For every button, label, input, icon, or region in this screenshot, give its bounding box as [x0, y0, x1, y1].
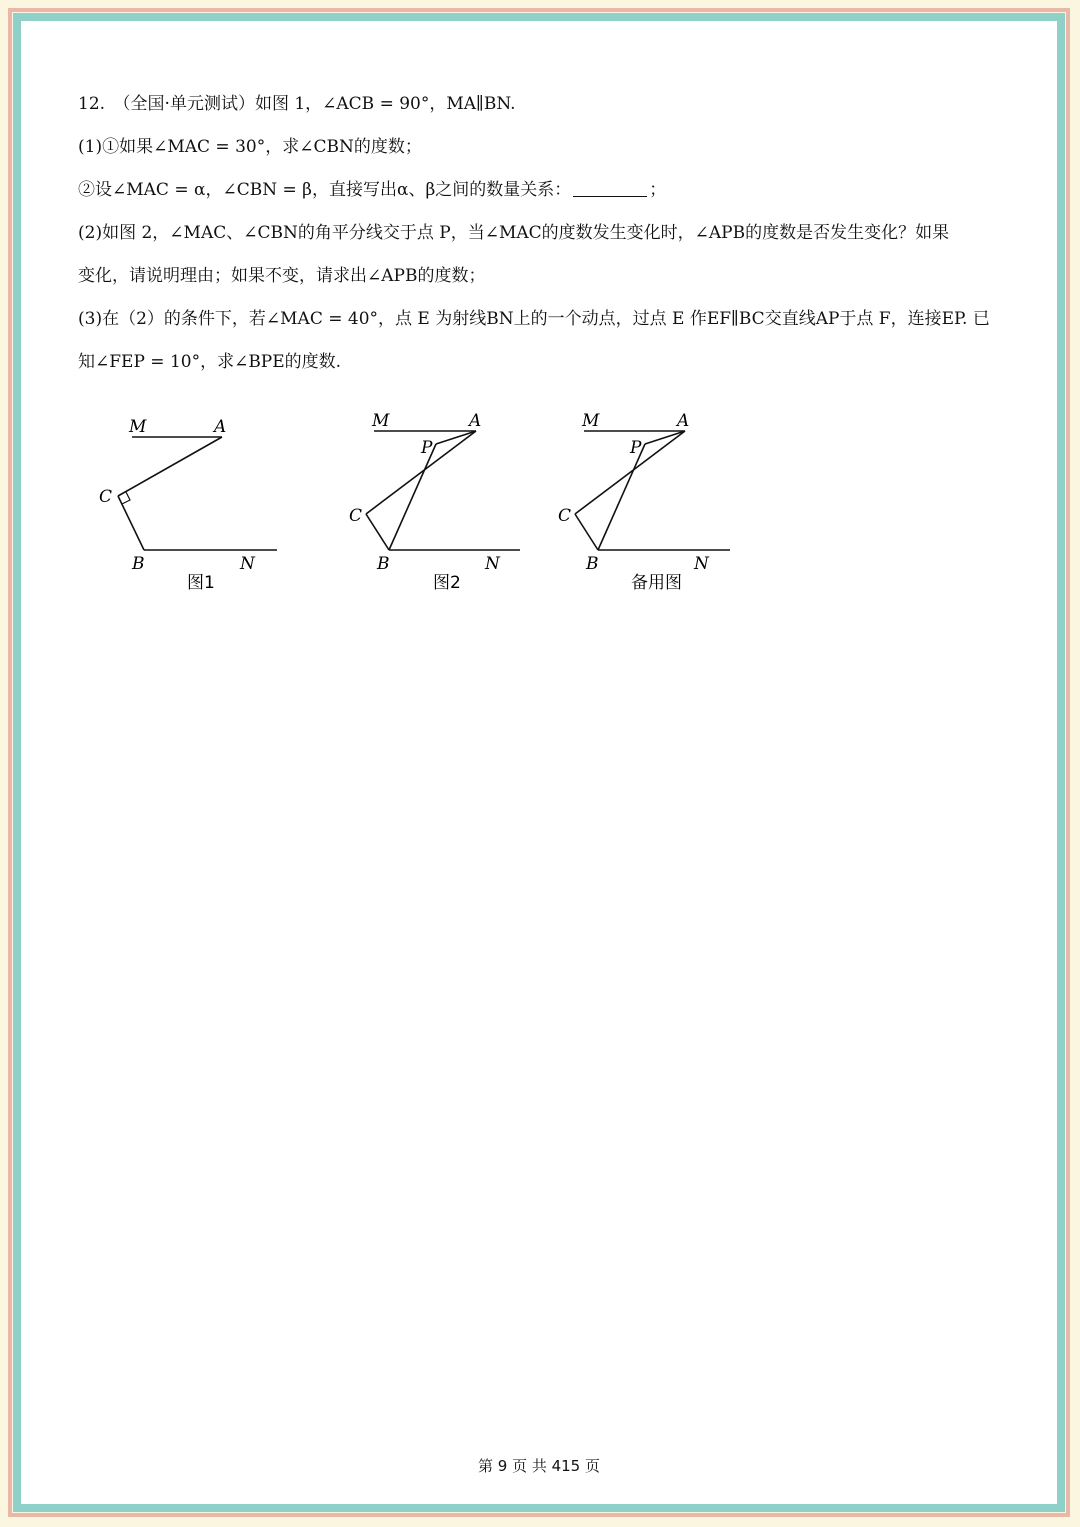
page-footer: 第 9 页 共 415 页 — [477, 1457, 600, 1475]
fig1-label-n: N — [240, 554, 255, 574]
fig2-line-ap — [436, 431, 476, 444]
geometry-figures — [74, 389, 754, 593]
part-2-line-1: (2)如图 2，∠MAC、∠CBN的角平分线交于点 P，当∠MAC的度数发生变化时，∠APB的度数是否发生变化？如果 — [78, 223, 950, 243]
fig2-label-c: C — [349, 506, 363, 526]
question-stem: 12. （全国·单元测试）如图 1，∠ACB = 90°，MA∥BN. — [78, 94, 516, 114]
fig3-label-p: P — [630, 438, 642, 458]
part-3-line-1: (3)在（2）的条件下，若∠MAC = 40°，点 E 为射线BN上的一个动点，过点 E 作EF∥BC交直线AP于点 F，连接EP. 已 — [78, 309, 990, 329]
fig3-label-n: N — [694, 554, 709, 574]
fig1-label-a: A — [214, 417, 227, 437]
fig3-label-m: M — [582, 411, 600, 431]
fig3-caption: 备用图 — [631, 573, 682, 593]
part-1-2-text: ②设∠MAC = α，∠CBN = β，直接写出α、β之间的数量关系： — [78, 180, 572, 200]
fig3-label-b: B — [586, 554, 599, 574]
fig1-label-c: C — [99, 487, 113, 507]
fig1-label-b: B — [132, 554, 145, 574]
fig3-line-pb — [598, 444, 645, 550]
fig2-caption: 图2 — [433, 573, 461, 593]
fig2-line-pb — [389, 444, 436, 550]
fig2-label-p: P — [421, 438, 433, 458]
fig1-caption: 图1 — [187, 573, 215, 593]
question-12 — [78, 83, 1008, 384]
figure-1 — [118, 437, 277, 550]
fig2-label-a: A — [469, 411, 482, 431]
fig2-label-n: N — [485, 554, 500, 574]
figure-2 — [366, 431, 520, 550]
fig2-line-cb — [366, 514, 389, 550]
fig1-line-cb — [118, 496, 144, 550]
fig3-line-ap — [645, 431, 685, 444]
part-1-2-end: ； — [649, 180, 667, 200]
part-2-line-2: 变化，请说明理由；如果不变，请求出∠APB的度数； — [78, 266, 486, 286]
fig2-label-m: M — [372, 411, 390, 431]
document-page — [21, 21, 1057, 1504]
answer-blank[interactable] — [573, 178, 647, 197]
fig3-label-c: C — [558, 506, 572, 526]
fig1-label-m: M — [129, 417, 147, 437]
part-1-2 — [78, 169, 1008, 212]
figure-backup — [575, 431, 730, 550]
part-3-line-2: 知∠FEP = 10°，求∠BPE的度数. — [78, 352, 342, 372]
fig3-line-cb — [575, 514, 598, 550]
fig3-label-a: A — [677, 411, 690, 431]
fig2-label-b: B — [377, 554, 390, 574]
figures — [74, 389, 754, 593]
part-1-1: (1)①如果∠MAC = 30°，求∠CBN的度数； — [78, 137, 422, 157]
fig1-line-ac — [118, 437, 222, 496]
